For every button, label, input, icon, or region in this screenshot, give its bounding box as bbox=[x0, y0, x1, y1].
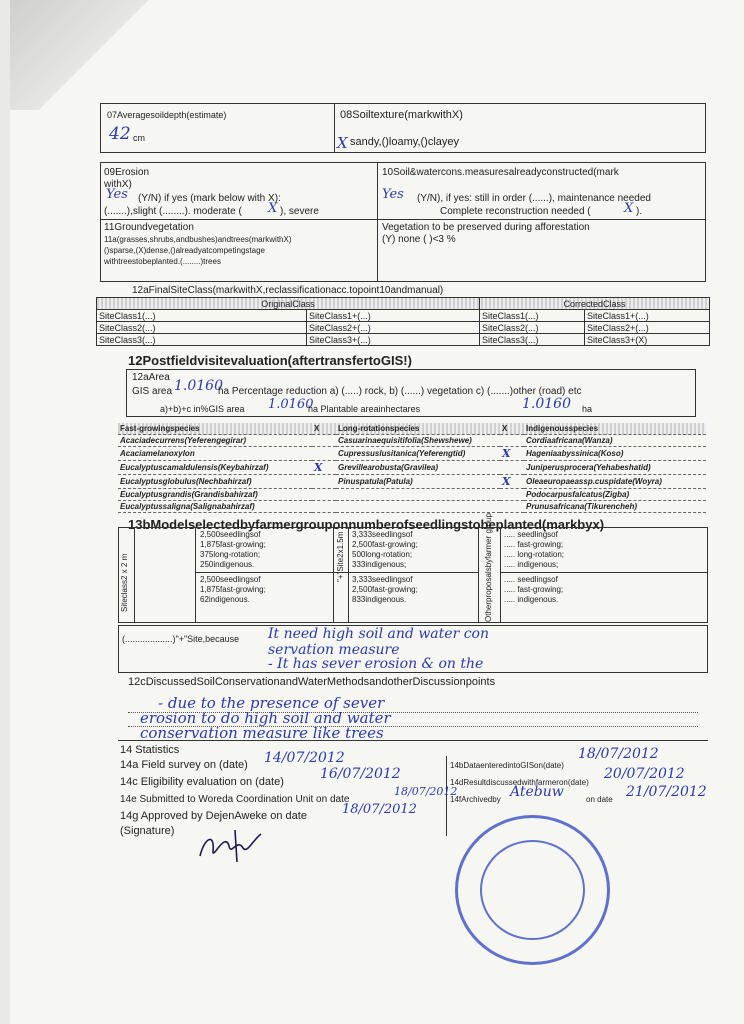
because-label: (...................)"+"Site,because bbox=[122, 634, 240, 644]
soil-water-line-2b: ). bbox=[636, 206, 643, 217]
divider bbox=[100, 219, 706, 220]
soil-water-label: 10Soil&watercons.measuresalreadyconstructed(mark bbox=[382, 167, 619, 178]
gis-area-sum-label: a)+b)+c in%GIS area bbox=[160, 404, 245, 414]
divider bbox=[377, 162, 378, 282]
soil-water-mark: X bbox=[624, 201, 634, 216]
approved-date: 18/07/2012 bbox=[342, 802, 417, 817]
divider bbox=[333, 527, 334, 623]
eligibility-label: 14c Eligibility evaluation on (date) bbox=[120, 776, 284, 788]
gis-area-value: 1.0160 bbox=[174, 378, 223, 394]
corrected-class-header: CorrectedClass bbox=[480, 298, 710, 310]
vegetation-label: 11Groundvegetation bbox=[104, 222, 194, 233]
folded-corner bbox=[10, 0, 150, 110]
model-selected-title: 13bModelselectedbyfarmergrouponnumberofseedlingstobeplanted(markbyx) bbox=[128, 517, 605, 532]
field-survey-date: 14/07/2012 bbox=[264, 750, 345, 766]
discussion-handwriting-2: erosion to do high soil and water bbox=[140, 709, 391, 727]
table-row: Eucalyptusgrandis(Grandisbahirzaf) Podocarpusfalcatus(Zigba) bbox=[118, 489, 706, 501]
table-row: SiteClass1(...) SiteClass1+(...) SiteClass1(...) SiteClass1+(...) bbox=[97, 310, 710, 322]
model-cell: 3,333seedlingsof 2,500fast-growing; 833indigenous. bbox=[352, 575, 418, 604]
soil-depth-value: 42 bbox=[109, 124, 131, 144]
soil-texture-label: 08Soiltexture(markwithX) bbox=[340, 109, 463, 121]
erosion-mark: X bbox=[268, 201, 278, 216]
discussion-title: 12cDiscussedSoilConservationandWaterMethodsandotherDiscussionpoints bbox=[128, 676, 496, 688]
table-row: SiteClass2(...) SiteClass2+(...) SiteClass2(...) SiteClass2+(...) bbox=[97, 322, 710, 334]
result-discussed-date: 20/07/2012 bbox=[604, 766, 685, 782]
site-class-table bbox=[96, 297, 710, 346]
vegetation-line-3: withtreestobeplanted.(........)trees bbox=[104, 257, 221, 266]
gis-area-label: GIS area bbox=[132, 386, 173, 397]
model-cell: 3,333seedlingsof 2,500fast-growing; 500long-rotation; 333indigenous; bbox=[352, 530, 418, 569]
form-page bbox=[10, 0, 744, 1024]
vegetation-line-2: ()sparse,(X)dense,()alreadyatcompetingstage bbox=[104, 246, 265, 255]
divider bbox=[348, 527, 349, 623]
site-class-2-label: Siteclass2 x 2 m bbox=[120, 553, 129, 612]
approved-label: 14g Approved by DejenAweke on date bbox=[120, 810, 307, 822]
soil-texture-mark: X bbox=[337, 134, 348, 152]
submitted-date: 18/07/2012 bbox=[394, 785, 458, 798]
erosion-line-2b: ), severe bbox=[280, 206, 319, 217]
species-table bbox=[118, 423, 706, 513]
table-row: Eucalyptuscamaldulensis(Keybahirzaf) X Grevillearobusta(Gravilea) Juniperusprocera(Yehabeshatid) bbox=[118, 461, 706, 475]
submitted-label: 14e Submitted to Woreda Coordination Unit on date bbox=[120, 794, 350, 805]
archived-date: 21/07/2012 bbox=[626, 784, 707, 800]
model-cell: 2,500seedlingsof 1,875fast-growing; 62indigenous. bbox=[200, 575, 266, 604]
divider bbox=[334, 103, 335, 153]
plantable-area-label: ha Plantable areainhectares bbox=[308, 404, 421, 414]
other-proposal-label: Otherproposalsbyfarmer group bbox=[484, 513, 493, 622]
plantable-area-unit: ha bbox=[582, 404, 593, 414]
gis-entered-date: 18/07/2012 bbox=[578, 746, 659, 762]
divider bbox=[118, 740, 708, 741]
result-discussed-label: 14dResultdiscussedwithfarmeron(date) bbox=[450, 778, 589, 787]
because-handwriting-1: It need high soil and water con bbox=[268, 626, 489, 642]
erosion-label-2: withX) bbox=[104, 179, 132, 190]
because-handwriting-2: servation measure bbox=[268, 642, 400, 658]
table-row: Acaciadecurrens(Yeferengegirar) Casuarinaequisitifolia(Shewshewe) Cordiaafricana(Wanza) bbox=[118, 435, 706, 447]
model-cell: 2,500seedlingsof 1,875fast-growing; 375long-rotation; 250indigenous. bbox=[200, 530, 266, 569]
plantable-area-value: 1.0160 bbox=[522, 396, 571, 412]
divider bbox=[500, 527, 501, 623]
preserve-options: (Y) none ( )<3 % bbox=[382, 234, 456, 245]
gis-area-sum-value: 1.0160 bbox=[268, 397, 314, 412]
because-handwriting-3: - It has sever erosion & on the bbox=[268, 656, 484, 672]
archived-on-label: on date bbox=[586, 795, 613, 804]
table-row: Acaciamelanoxylon Cupressuslusitanica(Yeferengtid) X Hageniaabyssinica(Koso) bbox=[118, 447, 706, 461]
official-stamp bbox=[455, 815, 610, 965]
erosion-line-1: (Y/N) if yes (mark below with X): bbox=[138, 193, 281, 204]
table-row: Eucalyptusglobulus(Nechbahirzaf) Pinuspatula(Patula) X Oleaeuropaeassp.cuspidate(Woyra) bbox=[118, 475, 706, 489]
gis-entered-label: 14bDataenteredintoGISon(date) bbox=[450, 761, 564, 770]
field-survey-label: 14a Field survey on (date) bbox=[120, 759, 248, 771]
post-field-title: 12Postfieldvisitevaluation(aftertransfertoGIS!) bbox=[128, 353, 412, 368]
discussion-handwriting-1: - due to the presence of sever bbox=[158, 694, 385, 712]
preserve-label: Vegetation to be preserved during afforestation bbox=[382, 222, 590, 233]
soil-depth-label: 07Averagesoildepth(estimate) bbox=[107, 110, 227, 120]
site-class-title: 12aFinalSiteClass(markwithX,reclassificationacc.topoint10andmanual) bbox=[132, 285, 444, 296]
divider bbox=[500, 572, 708, 573]
area-label: 12aArea bbox=[132, 372, 170, 383]
archived-label: 14fArchivedby bbox=[450, 795, 501, 804]
signature-scribble bbox=[195, 826, 270, 866]
soil-water-line-2: Complete reconstruction needed ( bbox=[440, 206, 591, 217]
model-cell: ..... seedlingsof ..... fast-growing; ..... indigenous. bbox=[504, 575, 564, 604]
divider bbox=[195, 527, 196, 623]
discussion-handwriting-3: conservation measure like trees bbox=[140, 724, 384, 742]
soil-texture-options: sandy,()loamy,()clayey bbox=[350, 136, 460, 148]
statistics-title: 14 Statistics bbox=[120, 744, 180, 756]
eligibility-date: 16/07/2012 bbox=[320, 766, 401, 782]
divider bbox=[134, 527, 135, 623]
erosion-answer: Yes bbox=[106, 187, 128, 202]
table-row: Eucalyptussaligna(Salignabahirzaf) Prunusafricana(Tikurencheh) bbox=[118, 501, 706, 513]
site-2-plus-label: "+"Site2x1.5m bbox=[336, 531, 345, 582]
original-class-header: OriginalClass bbox=[97, 298, 480, 310]
model-cell: ..... seedlingsof ..... fast-growing; ..... long-rotation; ..... indigenous; bbox=[504, 530, 565, 569]
gis-area-reduction: ha Percentage reduction a) (.....) rock, b) (......) vegetation c) (.......)other (road) etc bbox=[218, 386, 582, 397]
table-row: SiteClass3(...) SiteClass3+(...) SiteClass3(...) SiteClass3+(X) bbox=[97, 334, 710, 346]
erosion-line-2: (.......),slight (........). moderate ( bbox=[104, 206, 242, 217]
soil-water-answer: Yes bbox=[382, 187, 404, 202]
archived-by: Atebuw bbox=[510, 784, 564, 800]
signature-label: (Signature) bbox=[120, 825, 175, 837]
soil-water-line-1: (Y/N), if yes: still in order (......), maintenance needed bbox=[417, 193, 651, 204]
vegetation-line-1: 11a(grasses,shrubs,andbushes)andtrees(markwithX) bbox=[104, 235, 292, 244]
erosion-label: 09Erosion bbox=[104, 167, 150, 178]
table-row: Fast-growingspecies X Long-rotationspecies X Indigenousspecies bbox=[118, 423, 706, 435]
divider bbox=[478, 527, 479, 623]
soil-depth-unit: cm bbox=[133, 133, 145, 143]
